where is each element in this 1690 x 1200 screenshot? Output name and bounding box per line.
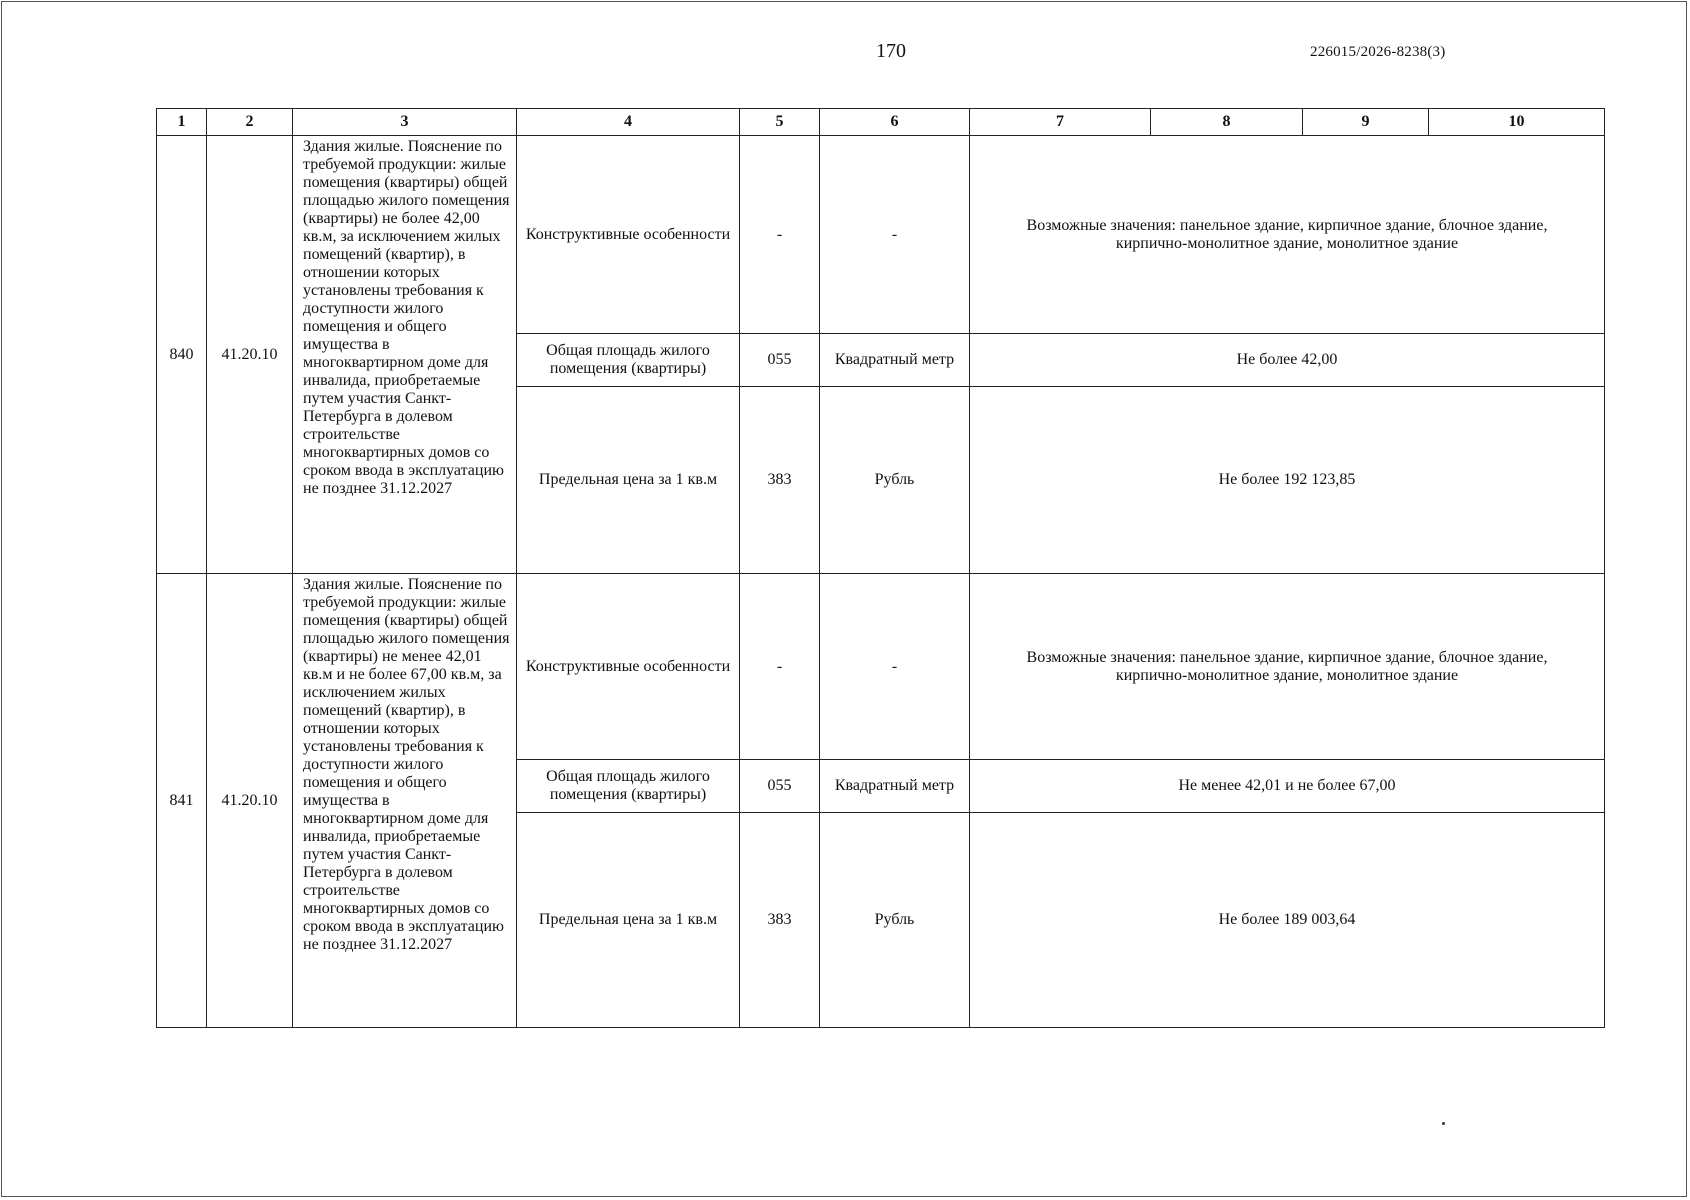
column-header: 10 [1429, 109, 1605, 136]
column-header: 5 [740, 109, 820, 136]
okei-code: 383 [740, 387, 820, 574]
product-description: Здания жилые. Пояснение по требуемой продукции: жилые помещения (квартиры) общей площадью жилого помещения (квартиры) не менее 42,01 кв.м и не более 67,00 кв.м, за исключением жилых помещений (квартир), в отношении которых установлены требования к доступности жилого помещения и общего имущества в многоквартирном доме для инвалида, приобретаемые путем участия Санкт-Петербурга в долевом строительстве многоквартирных домов со сроком ввода в эксплуатацию не позднее 31.12.2027 [293, 574, 517, 1028]
okei-code: 383 [740, 813, 820, 1028]
row-number: 840 [157, 136, 207, 574]
characteristic-name: Общая площадь жилого помещения (квартиры) [517, 334, 740, 387]
document-reference: 226015/2026-8238(3) [1310, 44, 1446, 60]
okei-code: 055 [740, 334, 820, 387]
column-header: 7 [970, 109, 1151, 136]
header-row [157, 109, 1605, 136]
table-row [157, 574, 1605, 760]
product-description: Здания жилые. Пояснение по требуемой продукции: жилые помещения (квартиры) общей площадью жилого помещения (квартиры) не более 42,00 кв.м, за исключением жилых помещений (квартир), в отношении которых установлены требования к доступности жилого помещения и общего имущества в многоквартирном доме для инвалида, приобретаемые путем участия Санкт-Петербурга в долевом строительстве многоквартирных домов со сроком ввода в эксплуатацию не позднее 31.12.2027 [293, 136, 517, 574]
unit-name: - [820, 136, 970, 334]
scan-speck [1442, 1122, 1445, 1125]
characteristic-name: Предельная цена за 1 кв.м [517, 813, 740, 1028]
characteristic-value: Не более 192 123,85 [970, 387, 1605, 574]
okei-code: - [740, 574, 820, 760]
unit-name: Квадратный метр [820, 334, 970, 387]
okei-code: 055 [740, 760, 820, 813]
characteristic-name: Общая площадь жилого помещения (квартиры) [517, 760, 740, 813]
table-row [157, 136, 1605, 334]
column-header: 9 [1303, 109, 1429, 136]
unit-name: - [820, 574, 970, 760]
column-header: 2 [207, 109, 293, 136]
okpd-code: 41.20.10 [207, 574, 293, 1028]
specification-table [156, 108, 1605, 1028]
characteristic-value: Возможные значения: панельное здание, кирпичное здание, блочное здание, кирпично-монолитное здание, монолитное здание [970, 136, 1605, 334]
unit-name: Рубль [820, 387, 970, 574]
characteristic-value: Не более 42,00 [970, 334, 1605, 387]
page-number: 170 [876, 40, 906, 62]
column-header: 6 [820, 109, 970, 136]
column-header: 1 [157, 109, 207, 136]
row-number: 841 [157, 574, 207, 1028]
column-header: 8 [1151, 109, 1303, 136]
characteristic-value: Не более 189 003,64 [970, 813, 1605, 1028]
okpd-code: 41.20.10 [207, 136, 293, 574]
unit-name: Квадратный метр [820, 760, 970, 813]
characteristic-name: Конструктивные особенности [517, 136, 740, 334]
column-header: 4 [517, 109, 740, 136]
okei-code: - [740, 136, 820, 334]
characteristic-value: Не менее 42,01 и не более 67,00 [970, 760, 1605, 813]
unit-name: Рубль [820, 813, 970, 1028]
characteristic-value: Возможные значения: панельное здание, кирпичное здание, блочное здание, кирпично-монолитное здание, монолитное здание [970, 574, 1605, 760]
characteristic-name: Конструктивные особенности [517, 574, 740, 760]
column-header: 3 [293, 109, 517, 136]
characteristic-name: Предельная цена за 1 кв.м [517, 387, 740, 574]
